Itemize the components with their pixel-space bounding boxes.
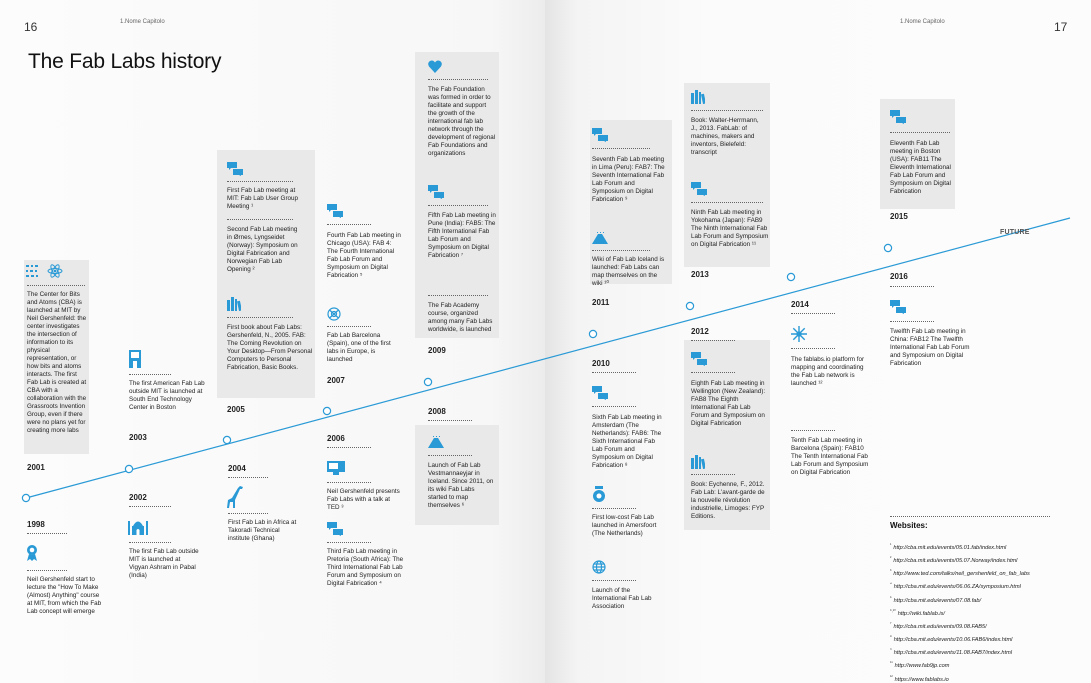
event-2007-meeting: Fourth Fab Lab meeting in Chicago (USA): FAB 4: The Fourth International Fab Lab Forum and Symposium on Digital Fabrication ⁵: [327, 232, 401, 279]
website-url: http://cba.mit.edu/events/05.01.fab/index.html: [893, 544, 1007, 551]
timeline-node: [125, 465, 132, 472]
divider: [129, 374, 171, 375]
timeline-node: [22, 494, 29, 501]
website-url: http://cba.mit.edu/events/06.06.ZA/symposium.html: [893, 584, 1021, 591]
website-url: https://www.fablabs.io: [894, 676, 949, 683]
divider: [327, 542, 371, 543]
divider: [592, 508, 636, 509]
books-icon: [227, 297, 241, 311]
website-item[interactable]: [890, 606, 1085, 619]
chat-bubbles-icon: [890, 110, 906, 124]
event-2005-book: First book about Fab Labs: Gershenfeld, N., 2005. FAB: The Coming Revolution on Your Desktop—From Personal Computers to Personal Fabrication, Basic Books.: [227, 324, 313, 371]
divider: [428, 455, 472, 456]
divider: [129, 506, 171, 507]
divider: [327, 447, 371, 448]
divider: [228, 513, 268, 514]
divider: [691, 110, 763, 111]
volcano-icon: [428, 436, 444, 448]
event-2016: Twelfth Fab Lab meeting in China: FAB12 The Twelfth International Fab Lab Forum and Symposium on Digital Fabrication: [890, 328, 970, 367]
chat-bubbles-icon: [890, 300, 906, 314]
website-item[interactable]: [890, 632, 1085, 645]
divider: [592, 372, 636, 373]
volcano-icon: [592, 232, 608, 244]
event-2006-meeting: Third Fab Lab meeting in Pretoria (South Africa): The Third International Fab Lab Forum and Symposium on Digital Fabrication ⁴: [327, 548, 404, 587]
event-2002: The first Fab Lab outside MIT is launched at Vigyan Ashram in Pabal (India): [129, 548, 199, 579]
divider: [327, 224, 371, 225]
divider: [691, 202, 763, 203]
year-2012: 2012: [691, 327, 709, 336]
chat-bubbles-icon: [428, 185, 444, 199]
piggy-coin-icon: [592, 486, 606, 502]
footnote-number: ⁶,¹⁰: [890, 607, 896, 613]
divider: [890, 321, 934, 322]
website-item[interactable]: [890, 553, 1085, 566]
year-2002: 2002: [129, 493, 147, 502]
footnote-number: ¹¹: [890, 660, 893, 666]
event-2014-platform: The fablabs.io platform for mapping and coordinating the Fab Lab network is launched ¹²: [791, 356, 865, 387]
divider: [691, 474, 735, 475]
website-url: http://cba.mit.edu/events/09.08.FAB5/: [893, 623, 987, 630]
chapter-label-right: 1.Nome Capitolo: [900, 19, 945, 25]
footnote-number: ²: [890, 555, 892, 561]
website-url: http://cba.mit.edu/events/11.08.FAB7/index.html: [893, 650, 1012, 657]
website-item[interactable]: [890, 619, 1085, 632]
event-2013-meeting: Ninth Fab Lab meeting in Yokohama (Japan): FAB9 The Ninth International Fab Lab Forum and Symposium on Digital Fabrication ¹¹: [691, 209, 769, 248]
website-item[interactable]: [890, 645, 1085, 658]
divider: [27, 285, 85, 286]
website-url: http://www.ted.com/talks/neil_gershenfeld_on_fab_labs: [893, 571, 1030, 578]
year-2006: 2006: [327, 434, 345, 443]
year-2014: 2014: [791, 300, 809, 309]
event-2010-lowcost: First low-cost Fab Lab launched in Amersfoort (The Netherlands): [592, 514, 657, 537]
divider: [27, 570, 67, 571]
divider: [791, 348, 835, 349]
divider: [428, 205, 488, 206]
divider: [428, 295, 488, 296]
chat-bubbles-icon: [592, 386, 608, 400]
divider: [592, 406, 636, 407]
timeline-node: [424, 378, 431, 385]
network-star-icon: [791, 326, 807, 342]
divider: [691, 372, 735, 373]
footnote-number: ⁵: [890, 594, 892, 600]
bits-atoms-icon: [26, 264, 66, 278]
divider: [227, 317, 293, 318]
event-2005-meeting-1: First Fab Lab meeting at MIT: Fab Lab User Group Meeting ¹: [227, 187, 299, 210]
divider: [592, 148, 650, 149]
event-2011-wiki: Wiki of Fab Lab Iceland is launched: Fab Labs can map themselves on the wiki ¹⁰: [592, 256, 665, 287]
divider: [327, 482, 371, 483]
divider: [227, 181, 293, 182]
footnote-number: ³: [890, 568, 892, 574]
divider: [592, 580, 636, 581]
timeline-node: [787, 273, 794, 280]
page-title: The Fab Labs history: [28, 50, 222, 73]
footnote-number: ¹²: [890, 673, 893, 679]
footnote-number: ¹: [890, 542, 892, 547]
divider: [691, 340, 735, 341]
year-2015: 2015: [890, 212, 908, 221]
page-number-right: 17: [1054, 20, 1068, 34]
giraffe-icon: [226, 486, 244, 508]
divider: [428, 420, 472, 421]
year-2011: 2011: [592, 298, 610, 307]
event-2004: First Fab Lab in Africa at Takoradi Technical institute (Ghana): [228, 519, 297, 542]
website-url: http://cba.mit.edu/events/05.07.Norway/index.html: [893, 558, 1018, 565]
year-2004: 2004: [228, 464, 246, 473]
year-2008: 2008: [428, 407, 446, 416]
event-1998: Neil Gershenfeld start to lecture the "How To Make (Almost) Anything" course at MIT, from which the Fab Lab concept will emerge: [27, 576, 102, 615]
website-url: http://cba.mit.edu/events/07.08.fab/: [893, 597, 982, 604]
event-2011-meeting: Seventh Fab Lab meeting in Lima (Peru): FAB7: The Seventh International Fab Lab Forum and Symposium on Digital Fabrication ⁹: [592, 156, 665, 203]
page-number-left: 16: [24, 20, 38, 34]
event-2014-meeting: Tenth Fab Lab meeting in Barcelona (Spain): FAB10 The Tenth International Fab Lab Forum and Symposium on Digital Fabrication: [791, 437, 869, 476]
footnote-number: ⁷: [890, 620, 892, 626]
chat-bubbles-icon: [327, 204, 343, 218]
event-2003: The first American Fab Lab outside MIT is launched at South End Technology Center in Boston: [129, 380, 205, 411]
event-2009-academy: The Fab Academy course, organized among many Fab Labs worldwide, is launched: [428, 302, 493, 333]
award-ribbon-icon: [26, 544, 38, 562]
divider: [428, 79, 488, 80]
books-icon: [691, 90, 705, 104]
event-2013-book: Book: Walter-Herrmann, J., 2013. FabLab: of machines, makers and inventors, Bielefeld: transcript: [691, 117, 759, 156]
website-url: http://cba.mit.edu/events/10.06.FAB6/index.html: [893, 636, 1013, 643]
event-2015: Eleventh Fab Lab meeting in Boston (USA): FAB11 The Eleventh International Fab Lab Forum and Symposium on Digital Fabrication: [890, 140, 951, 195]
event-2012-book: Book: Eychenne, F., 2012. Fab Lab: L'avant-garde de la nouvelle révolution industrielle, Limoges: FYP Editions.: [691, 481, 765, 520]
chat-bubbles-icon: [227, 162, 243, 176]
divider: [228, 477, 268, 478]
website-item[interactable]: [890, 593, 1085, 606]
chat-bubbles-icon: [592, 128, 608, 142]
building-icon: [129, 350, 141, 368]
timeline-node: [589, 330, 596, 337]
event-2009-foundation: The Fab Foundation was formed in order to facilitate and support the growth of the international fab lab network through the development of regional Fab Foundations and organizations: [428, 86, 496, 157]
chat-bubbles-icon: [691, 182, 707, 196]
event-2007-barcelona: Fab Lab Barcelona (Spain), one of the first labs in Europe, is launched: [327, 332, 391, 363]
websites-title: Websites:: [890, 521, 928, 530]
timeline-node: [686, 302, 693, 309]
globe-grid-icon: [327, 307, 341, 321]
year-2010: 2010: [592, 359, 610, 368]
divider: [890, 286, 934, 287]
year-2009: 2009: [428, 346, 446, 355]
divider: [27, 533, 67, 534]
event-2012-meeting: Eighth Fab Lab meeting in Wellington (New Zealand): FAB8 The Eighth International Fab Lab Forum and Symposium on Digital Fabrication: [691, 380, 766, 427]
website-item[interactable]: [890, 540, 1085, 553]
divider: [890, 132, 950, 133]
event-2005-meeting-2: Second Fab Lab meeting in Ørnes, Lyngseidet (Norway): Symposium on Digital Fabrication and Norwegian Fab Lab Opening ²: [227, 226, 298, 273]
footnote-number: ⁴: [890, 581, 892, 587]
website-url: http://wiki.fablab.is/: [897, 610, 945, 617]
footnote-number: ⁹: [890, 647, 892, 653]
timeline-node: [223, 436, 230, 443]
year-2016: 2016: [890, 272, 908, 281]
timeline-node: [884, 244, 891, 251]
presentation-screen-icon: [327, 461, 345, 475]
footnote-number: ⁸: [890, 634, 892, 640]
divider: [791, 430, 835, 431]
websites-list: [890, 540, 1085, 683]
divider: [890, 516, 1050, 517]
website-item[interactable]: [890, 658, 1085, 671]
website-item[interactable]: [890, 672, 1085, 683]
divider: [129, 542, 171, 543]
year-2005: 2005: [227, 405, 245, 414]
website-url: http://www.fab9jp.com: [894, 663, 950, 670]
year-2013: 2013: [691, 270, 709, 279]
event-2006-ted: Neil Gershenfeld presents Fab Labs with a talk at TED ³: [327, 488, 400, 511]
divider: [327, 326, 371, 327]
globe-icon: [592, 560, 606, 574]
event-2010-association: Launch of the International Fab Lab Association: [592, 587, 652, 610]
event-2010-meeting: Sixth Fab Lab meeting in Amsterdam (The Netherlands): FAB6: The Sixth International Fab Lab Forum and Symposium on Digital Fabrication ⁸: [592, 414, 662, 469]
books-icon: [691, 455, 705, 469]
year-2001: 2001: [27, 463, 45, 472]
divider: [227, 219, 293, 220]
future-label: FUTURE: [1000, 229, 1030, 236]
year-1998: 1998: [27, 520, 45, 529]
event-2008: Launch of Fab Lab Vestmannaeyjar in Iceland. Since 2011, on its wiki Fab Labs started to map themselves ⁶: [428, 462, 494, 509]
event-2009-meeting: Fifth Fab Lab meeting in Pune (India): FAB5: The Fifth International Fab Lab Forum and Symposium on Digital Fabrication ⁷: [428, 212, 496, 259]
chapter-label-left: 1.Nome Capitolo: [120, 19, 165, 25]
heart-icon: [428, 60, 442, 73]
website-item[interactable]: [890, 579, 1085, 592]
year-2007: 2007: [327, 376, 345, 385]
divider: [791, 313, 835, 314]
chat-bubbles-icon: [691, 352, 707, 366]
taj-mahal-icon: [128, 517, 148, 535]
event-2001: The Center for Bits and Atoms (CBA) is launched at MIT by Neil Gershenfeld: the center investigates the intersection of information to its physical representation, or how bits and atoms interacts. The first Fab Lab is created at CBA with a collaboration with the Grassroots Invention Group, even if there were no plans yet for creating more labs: [27, 291, 87, 434]
timeline-node: [323, 407, 330, 414]
divider: [592, 250, 650, 251]
website-item[interactable]: [890, 566, 1085, 579]
year-2003: 2003: [129, 433, 147, 442]
chat-bubbles-icon: [327, 522, 343, 536]
